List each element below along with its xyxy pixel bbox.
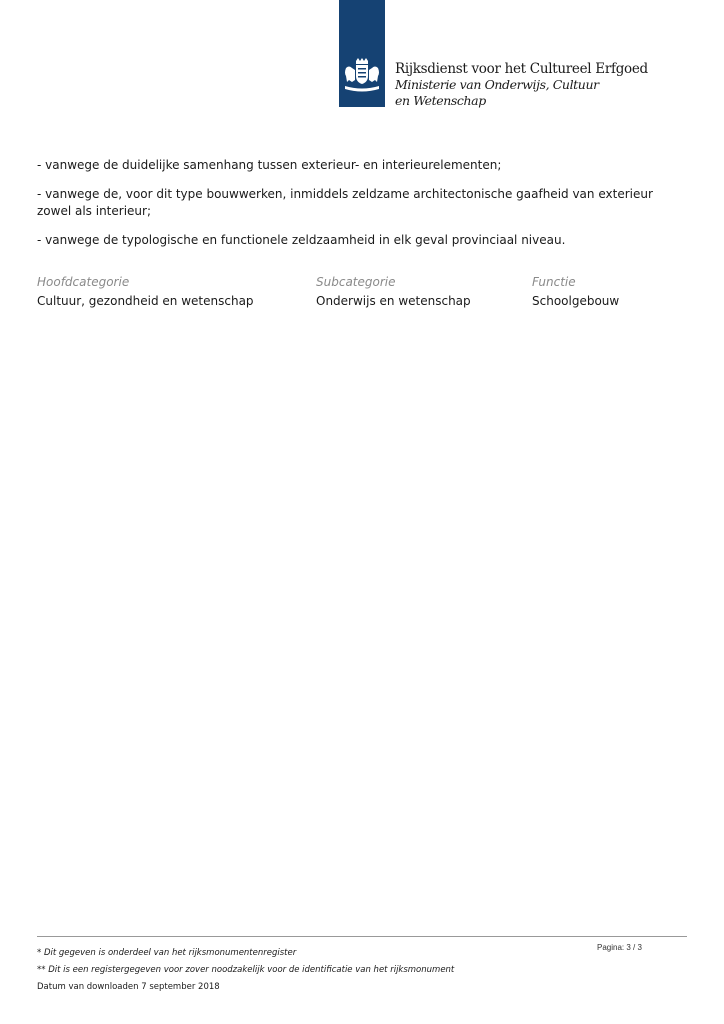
page-number: Pagina: 3 / 3 bbox=[597, 943, 642, 952]
ministry-name: Ministerie van Onderwijs, Cultuur en Wetenschap bbox=[395, 77, 599, 108]
organization-name: Rijksdienst voor het Cultureel Erfgoed bbox=[395, 61, 648, 77]
download-date: Datum van downloaden 7 september 2018 bbox=[37, 982, 220, 992]
hoofdcategorie-label: Hoofdcategorie bbox=[37, 275, 130, 289]
footer-divider bbox=[37, 936, 687, 937]
organization-name-block bbox=[395, 61, 648, 109]
footnote-1: * Dit gegeven is onderdeel van het rijksmonumentenregister bbox=[37, 948, 297, 958]
subcategorie-label: Subcategorie bbox=[316, 275, 396, 289]
coat-of-arms-icon bbox=[343, 58, 381, 98]
logo-bar bbox=[339, 0, 385, 107]
paragraph-3: - vanwege de typologische en functionele zeldzaamheid in elk geval provinciaal niveau. bbox=[37, 233, 566, 247]
paragraph-2: - vanwege de, voor dit type bouwwerken, inmiddels zeldzame architectonische gaafheid van exterieur zowel als interieur; bbox=[37, 187, 653, 218]
functie-value: Schoolgebouw bbox=[532, 294, 620, 308]
hoofdcategorie-value: Cultuur, gezondheid en wetenschap bbox=[37, 294, 254, 308]
subcategorie-value: Onderwijs en wetenschap bbox=[316, 294, 471, 308]
footnote-2: ** Dit is een registergegeven voor zover noodzakelijk voor de identificatie van het rijksmonument bbox=[37, 965, 455, 975]
functie-label: Functie bbox=[532, 275, 576, 289]
paragraph-1: - vanwege de duidelijke samenhang tussen exterieur- en interieurelementen; bbox=[37, 158, 502, 172]
